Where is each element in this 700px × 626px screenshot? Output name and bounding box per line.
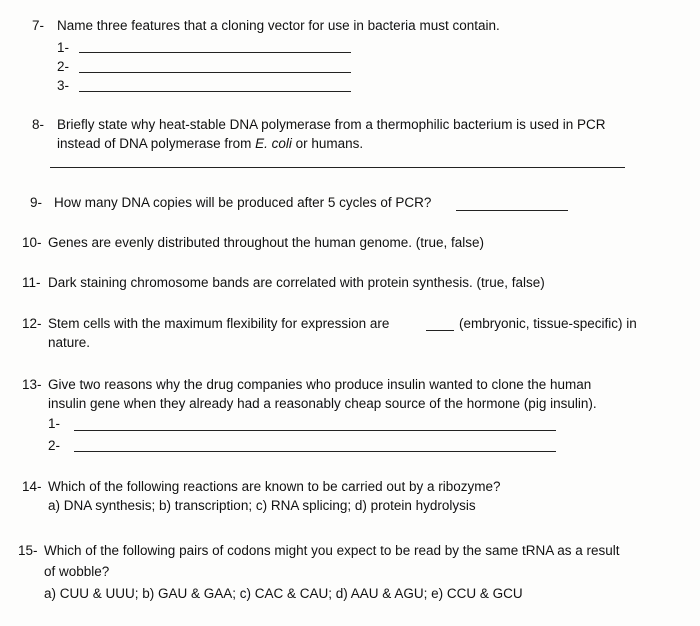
question-12-options: (embryonic, tissue-specific) in xyxy=(459,316,637,331)
organism-name: E. coli xyxy=(255,136,292,151)
question-number: 13- xyxy=(22,377,42,392)
question-15-line-2: of wobble? xyxy=(44,564,110,579)
answer-line[interactable] xyxy=(79,72,351,73)
blank-label: 1- xyxy=(48,416,61,431)
question-7 xyxy=(32,16,44,35)
question-8-line-2 xyxy=(57,134,363,153)
question-number: 11- xyxy=(22,275,41,290)
answer-line[interactable] xyxy=(50,167,625,168)
question-number: 9- xyxy=(30,195,43,210)
question-14-options: a) DNA synthesis; b) transcription; c) RNA splicing; d) protein hydrolysis xyxy=(48,498,476,513)
text: instead of DNA polymerase from xyxy=(57,136,256,151)
question-11-text: Dark staining chromosome bands are correlated with protein synthesis. (true, false) xyxy=(48,275,545,290)
answer-line[interactable] xyxy=(74,430,556,431)
question-8-line-1: Briefly state why heat-stable DNA polymerase from a thermophilic bacterium is used in PCR xyxy=(57,117,606,132)
question-12-line-2: nature. xyxy=(48,335,91,350)
question-13-line-1: Give two reasons why the drug companies who produce insulin wanted to clone the human xyxy=(48,377,592,392)
question-number: 8- xyxy=(32,117,45,132)
question-number: 12- xyxy=(22,316,42,331)
question-number: 10- xyxy=(22,235,42,250)
question-14-text: Which of the following reactions are known to be carried out by a ribozyme? xyxy=(48,479,501,494)
question-number: 7- xyxy=(32,18,45,33)
question-15-line-1: Which of the following pairs of codons might you expect to be read by the same tRNA as a result xyxy=(44,543,620,558)
question-7-text: Name three features that a cloning vector for use in bacteria must contain. xyxy=(57,18,500,33)
blank-label: 2- xyxy=(48,438,61,453)
text: or humans. xyxy=(291,136,364,151)
blank-label: 2- xyxy=(57,59,70,74)
blank-label: 3- xyxy=(57,78,70,93)
question-12-line-1: Stem cells with the maximum flexibility for expression are xyxy=(48,316,390,331)
blank-label: 1- xyxy=(57,40,70,55)
answer-line[interactable] xyxy=(74,451,556,452)
question-9-text: How many DNA copies will be produced after 5 cycles of PCR? xyxy=(54,195,432,210)
question-15-options: a) CUU & UUU; b) GAU & GAA; c) CAC & CAU; d) AAU & AGU; e) CCU & GCU xyxy=(44,586,523,601)
question-13-line-2: insulin gene when they already had a reasonably cheap source of the hormone (pig insulin). xyxy=(48,396,597,411)
question-number: 14- xyxy=(22,479,42,494)
question-10-text: Genes are evenly distributed throughout the human genome. (true, false) xyxy=(48,235,485,250)
answer-blank[interactable] xyxy=(426,330,454,331)
answer-line[interactable] xyxy=(79,91,351,92)
question-number: 15- xyxy=(18,543,38,558)
answer-line[interactable] xyxy=(79,52,351,53)
answer-line[interactable] xyxy=(456,210,568,211)
